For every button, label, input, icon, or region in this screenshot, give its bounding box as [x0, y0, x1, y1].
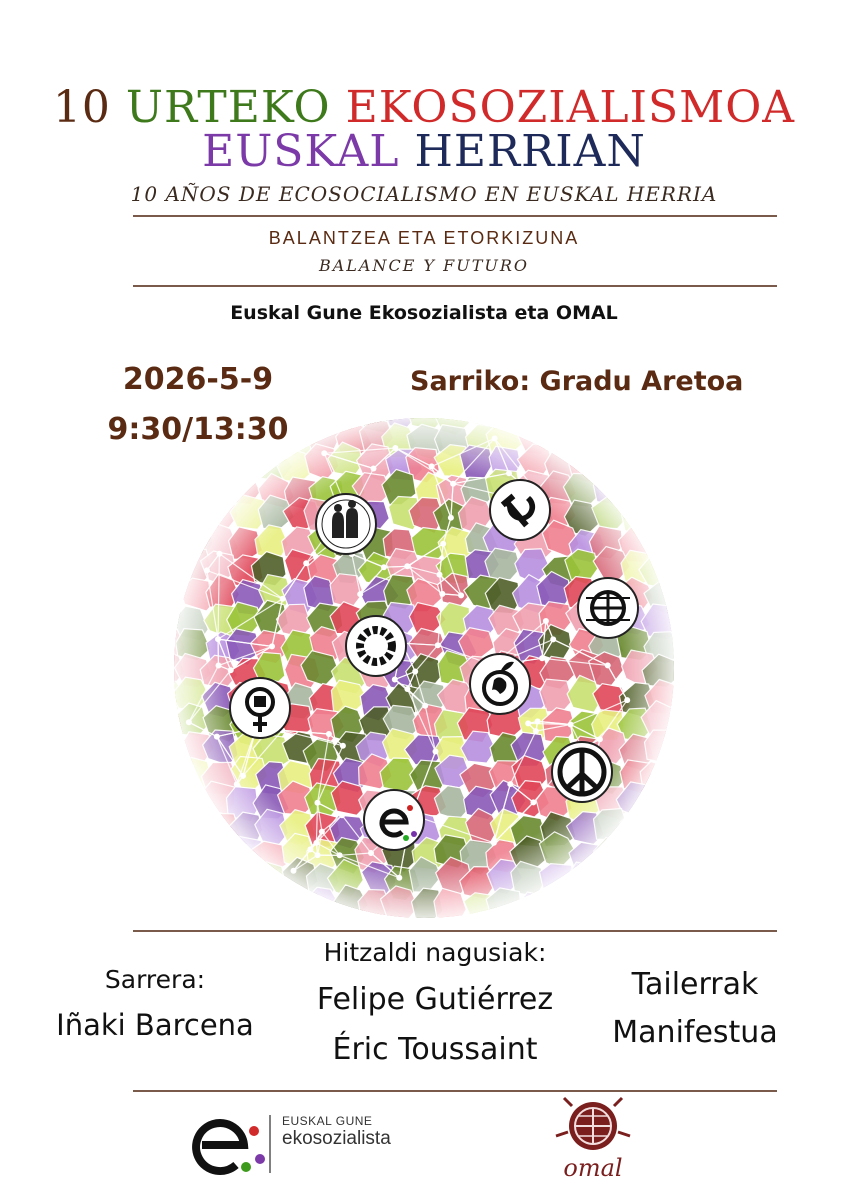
talk-speaker-2: Éric Toussaint: [332, 1032, 538, 1067]
organizers: Euskal Gune Ekosozialista eta OMAL: [230, 302, 618, 324]
talks-label: Hitzaldi nagusiak:: [323, 938, 547, 967]
subtitle: 10 AÑOS DE ECOSOCIALISMO EN EUSKAL HERRIA: [130, 182, 718, 206]
title-line-1: [0, 84, 848, 132]
intro-label: Sarrera:: [104, 965, 206, 994]
event-time: 9:30/13:30: [107, 412, 289, 447]
earth-leaf-icon: [470, 654, 530, 714]
peace-icon: [552, 742, 612, 802]
title-word-euskal: EUSKAL: [202, 126, 415, 177]
people-icon: [316, 494, 376, 554]
title-word-urteko: URTEKO: [125, 82, 346, 133]
egk-logo-text-top: EUSKAL GUNE: [282, 1114, 373, 1128]
balance-spanish: BALANCE Y FUTURO: [318, 256, 530, 275]
balance-basque: BALANTZEA ETA ETORKIZUNA: [268, 228, 580, 248]
divider-program-top: [133, 930, 777, 932]
intro-speaker: Iñaki Barcena: [56, 1008, 254, 1042]
divider-top: [133, 215, 777, 217]
hammer-sickle-icon: [490, 480, 550, 540]
omal-logo-text: omal: [563, 1154, 623, 1182]
workshops-item-1: Tailerrak: [631, 967, 759, 1002]
event-date: 2026-5-9: [122, 362, 274, 397]
egk-logo-text-bottom: ekosozialista: [282, 1128, 391, 1149]
title-word-herrian: HERRIAN: [414, 126, 646, 177]
wreath-icon: [346, 616, 406, 676]
divider-program-bottom: [133, 1090, 777, 1092]
omal-logo: [548, 1092, 638, 1184]
talk-speaker-1: Felipe Gutiérrez: [316, 982, 554, 1017]
title-line-2: [0, 128, 848, 176]
globe-net-icon: [578, 578, 638, 638]
globe-illustration: [168, 412, 680, 924]
title-number: 10: [52, 82, 126, 133]
divider-middle: [133, 285, 777, 287]
title-word-ekosozialismoa: EKOSOZIALISMOA: [345, 82, 796, 133]
workshops-item-2: Manifestua: [612, 1015, 778, 1050]
egk-logo: [190, 1105, 274, 1185]
egk-logo-icon: [364, 790, 424, 850]
event-place: Sarriko: Gradu Aretoa: [410, 366, 744, 397]
feminist-fist-icon: [230, 678, 290, 738]
